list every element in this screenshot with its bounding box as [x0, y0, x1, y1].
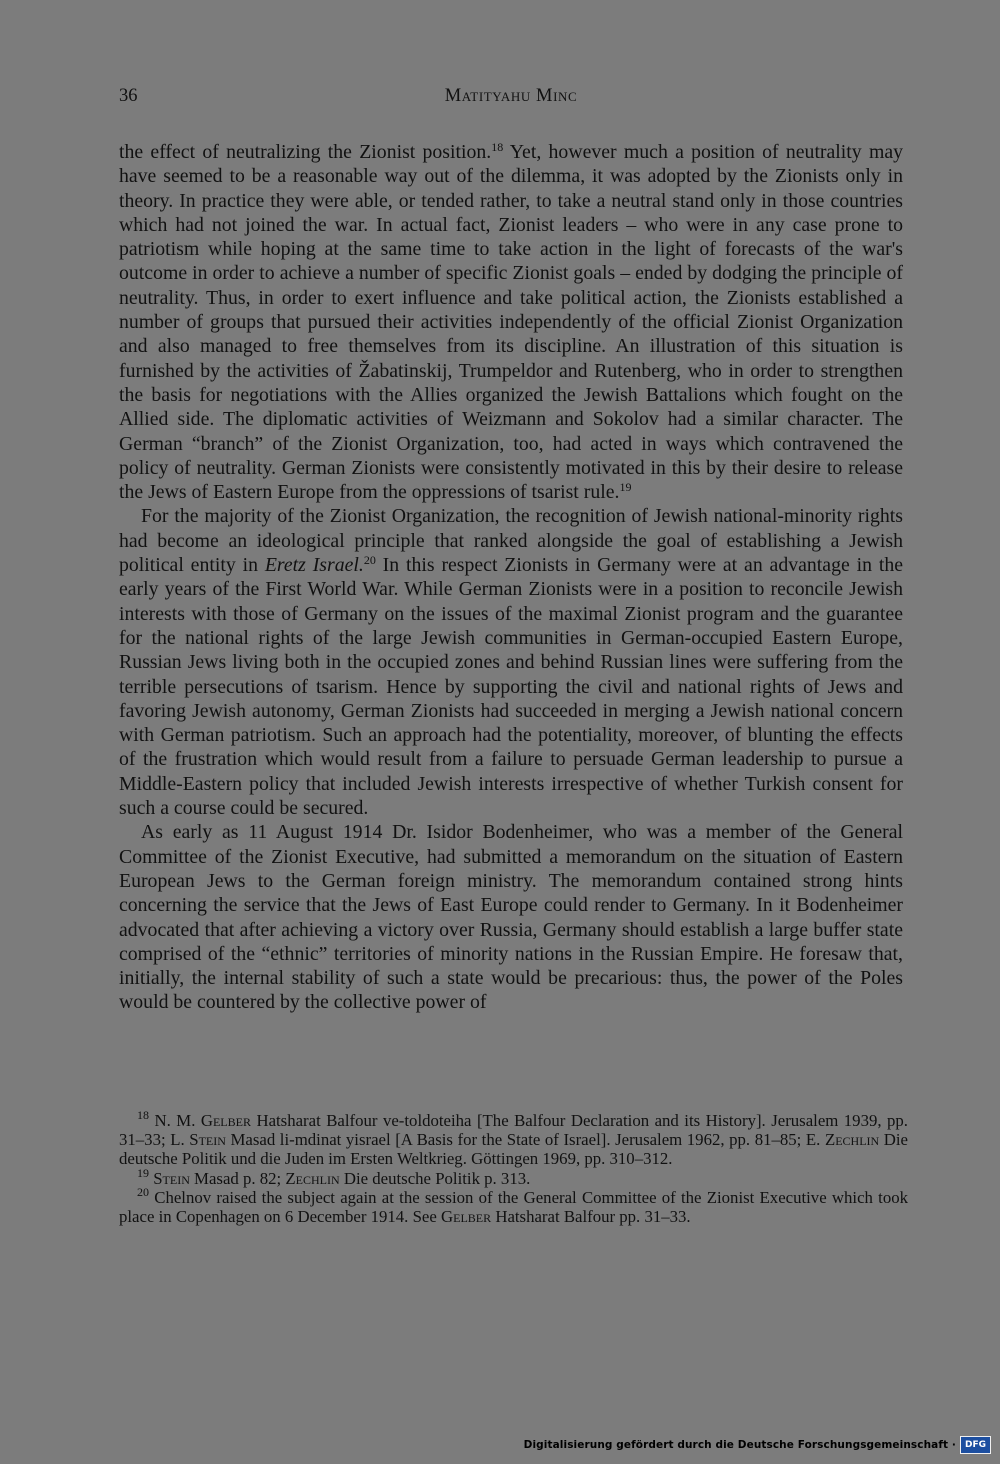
footnote-text: Hatsharat Balfour pp. 31–33. — [491, 1207, 691, 1227]
footnote-text: Die deutsche Politik und die Juden im Ersten Weltkrieg. Göttingen 1969, pp. 310–312. — [119, 1130, 909, 1169]
footnote-number: 20 — [137, 1184, 149, 1199]
digitization-credit — [524, 1436, 991, 1454]
paragraph-1 — [119, 140, 903, 504]
footnote-number: 18 — [137, 1108, 149, 1122]
running-title: Matityahu Minc — [444, 86, 578, 106]
paragraph-2-text-b: In this respect Zionists in Germany were at an advantage in the early years of the First World War. While German Zionists were in a position to reconcile Jewish interests with those of Germany on the issues of the maximal Zionist program and the guarantee for the national rights of the large Jewish communities in German-occupied Eastern Europe, Russian Jews living both in the occupied zones and behind Russian lines were suffering from the terrible persecutions of tsarism. Hence by supporting the civil and national rights of Jews and favoring Jewish autonomy, German Zionists had succeeded in merging a Jewish national concern with German patriotism. Such an approach had the potentiality, moreover, of blunting the effects of the frustration which would result from a failure to persuade German leadership to pursue a Middle-Eastern policy that included Jewish interests irrespective of whether Turkish consent for such a course could be secured. — [119, 554, 904, 820]
footnote-text: Hatsharat Balfour ve-toldoteiha [The Balfour Declaration and its History]. Jerusalem 1939, pp. 31–33; L. — [119, 1111, 908, 1150]
paragraph-3: As early as 11 August 1914 Dr. Isidor Bodenheimer, who was a member of the General Committee of the Zionist Executive, had submitted a memorandum on the situation of Eastern European Jews to the German foreign ministry. The memorandum contained strong hints concerning the service that the Jews of East Europe could render to Germany. In it Bodenheimer advocated that after achieving a victory over Russia, Germany should establish a large buffer state comprised of the “ethnic” territories of minority nations in the Russian Empire. He foresaw that, initially, the internal stability of such a state would be precarious: thus, the power of the Poles would be countered by the collective power of — [119, 821, 903, 1014]
paragraph-2-text-a: For the majority of the Zionist Organization, the recognition of Jewish national-minority rights had become an ideological principle that ranked alongside the goal of establishing a Jewish political entity in — [119, 505, 903, 577]
footnote-text: Die deutsche Politik p. 313. — [339, 1168, 531, 1188]
footnote-ref-19[interactable]: 19 — [619, 480, 632, 495]
author-name: Gelber — [200, 1111, 251, 1130]
author-name: Gelber — [441, 1207, 492, 1227]
eretz-israel-term: Eretz Israel. — [264, 554, 364, 577]
author-name: Stein — [153, 1168, 190, 1188]
footnote-19 — [119, 1165, 908, 1188]
footnote-text: Masad li-mdinat yisrael [A Basis for the State of Israel]. Jerusalem 1962, pp. 81–85; E. — [225, 1130, 825, 1150]
footnote-text: Masad p. 82; — [189, 1168, 286, 1188]
footnote-18 — [119, 1108, 909, 1169]
author-name: Zechlin — [285, 1168, 340, 1188]
body-text — [119, 140, 903, 1015]
paragraph-1-text-a: the effect of neutralizing the Zionist position. — [119, 141, 492, 163]
page-number: 36 — [119, 86, 138, 106]
footnote-ref-20[interactable]: 20 — [363, 553, 376, 568]
running-head — [119, 86, 903, 112]
paragraph-2 — [119, 504, 903, 820]
author-name: Stein — [189, 1130, 226, 1150]
footnote-20 — [119, 1184, 908, 1227]
credit-text: Digitalisierung gefördert durch die Deutsche Forschungsgemeinschaft · — [523, 1439, 956, 1451]
paragraph-1-text-b: Yet, however much a position of neutrality may have seemed to be a reasonable way out of the dilemma, it was adopted by the Zionists only in theory. In practice they were able, or tended rather, to take a neutral stand only in those countries which had not joined the war. In actual fact, Zionist leaders – who were in any case prone to patriotism while hoping at the same time to take action in the light of forecasts of the war's outcome in order to achieve a number of specific Zionist goals – ended by dodging the principle of neutrality. Thus, in order to exert influence and take political action, the Zionists established a number of groups that pursued their activities independently of the official Zionist Organization and also managed to free themselves from its discipline. An illustration of this situation is furnished by the activities of Žabatinskij, Trumpeldor and Rutenberg, who in order to strengthen the basis for negotiations with the Allies organized the Jewish Battalions which fought on the Allied side. The diplomatic activities of Weizmann and Sokolov had a similar character. The German “branch” of the Zionist Organization, too, had acted in ways which contravened the policy of neutrality. German Zionists were consistently motivated in this by their desire to release the Jews of Eastern Europe from the oppressions of tsarist rule. — [119, 141, 903, 504]
author-name: Zechlin — [824, 1130, 880, 1150]
dfg-logo: DFG — [960, 1436, 991, 1454]
footnote-text: N. M. — [154, 1111, 201, 1130]
footnote-ref-18[interactable]: 18 — [491, 140, 504, 154]
footnotes — [119, 1108, 909, 1227]
footnote-number: 19 — [137, 1165, 149, 1180]
footnote-text: Chelnov raised the subject again at the session of the General Committee of the Zionist Executive which took place in Copenhagen on 6 December 1914. See — [119, 1187, 908, 1227]
